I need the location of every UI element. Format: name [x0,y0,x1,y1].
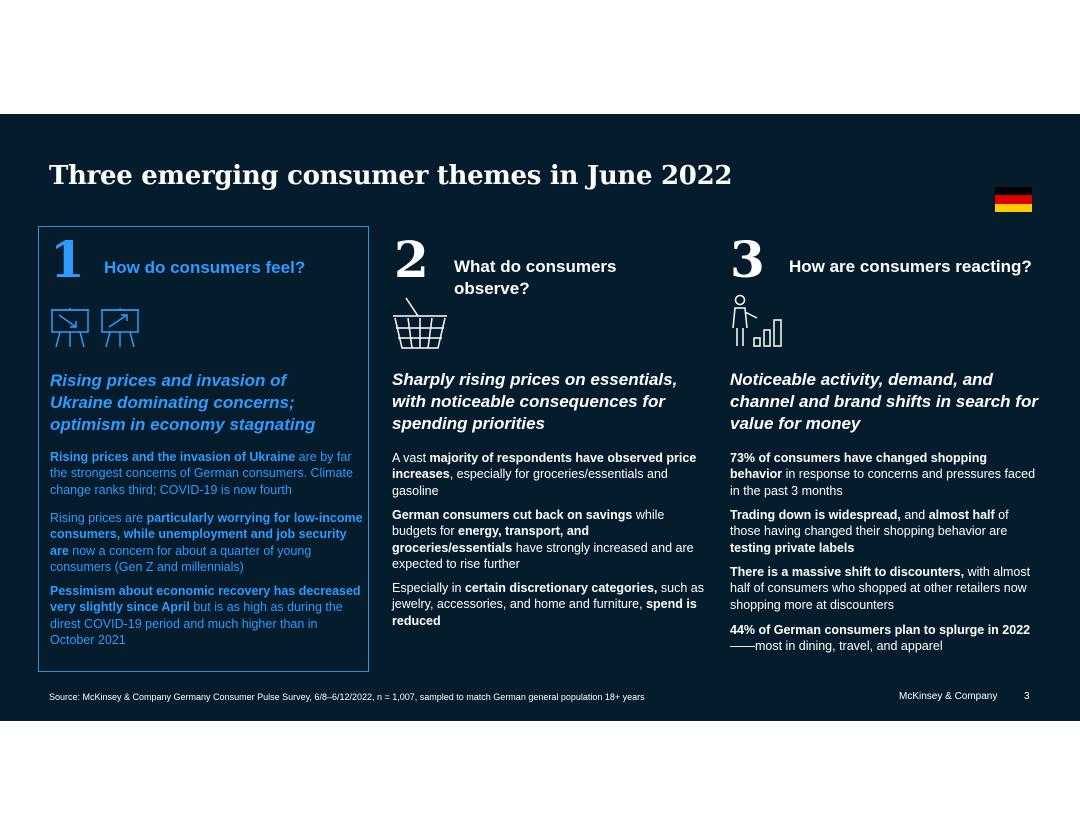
source-note: Source: McKinsey & Company Germany Consumer Pulse Survey, 6/8–6/12/2022, n = 1,007, sampled to match German general population 18+ years [49,692,645,702]
theme-paragraph: Pessimism about economic recovery has decreased very slightly since April but is as high as during the direst COVID-19 period and much higher than in October 2021 [50,584,361,647]
theme-number: 1 [50,230,85,289]
theme-paragraph: Trading down is widespread, and almost half of those having changed their shopping behavior are testing private labels [730,508,1009,555]
theme-number: 3 [730,230,765,289]
theme-paragraph: Rising prices and the invasion of Ukraine are by far the strongest concerns of German consumers. Climate change ranks third; COVID-19 is now fourth [50,450,353,497]
flag-stripe-red [995,195,1032,203]
slide [0,114,1080,721]
page-number: 3 [1024,691,1030,702]
theme-headline: Rising prices and invasion of Ukraine dominating concerns; optimism in economy stagnating [50,371,316,434]
theme-paragraph: Rising prices are particularly worrying for low-income consumers, while unemployment and job security are now a concern for about a quarter of young consumers (Gen Z and millennials) [50,511,363,574]
trend-charts-icon [50,307,144,349]
theme-paragraph: 73% of consumers have changed shopping behavior in response to concerns and pressures faced in the past 3 months [730,451,1036,498]
slide-title: Three emerging consumer themes in June 2022 [49,161,733,191]
theme-paragraph: German consumers cut back on savings while budgets for energy, transport, and groceries/essentials have strongly increased and are expected to rise further [392,508,694,571]
brand-name: McKinsey & Company [899,691,998,702]
theme-column-1 [38,226,369,672]
shopping-basket-icon [392,296,448,350]
person-bar-chart-icon [730,294,786,350]
theme-headline: Sharply rising prices on essentials, with noticeable consequences for spending priorities [392,370,678,433]
flag-stripe-gold [995,204,1032,212]
theme-number: 2 [394,230,429,289]
theme-paragraph: A vast majority of respondents have observed price increases, especially for groceries/essentials and gasoline [392,451,697,498]
theme-question: How do consumers feel? [104,258,306,277]
theme-question: How are consumers reacting? [789,257,1032,276]
theme-headline: Noticeable activity, demand, and channel and brand shifts in search for value for money [730,370,1038,433]
flag-stripe-black [995,187,1032,195]
theme-paragraph: Especially in certain discretionary categories, such as jewelry, accessories, and home and furniture, spend is reduced [392,581,704,628]
theme-paragraph: 44% of German consumers plan to splurge in 2022——most in dining, travel, and apparel [730,623,1031,654]
germany-flag-icon [995,187,1032,212]
theme-paragraph: There is a massive shift to discounters, with almost half of consumers who shopped at other retailers now shopping more at discounters [730,565,1031,612]
theme-question: What do consumers observe? [454,257,617,298]
